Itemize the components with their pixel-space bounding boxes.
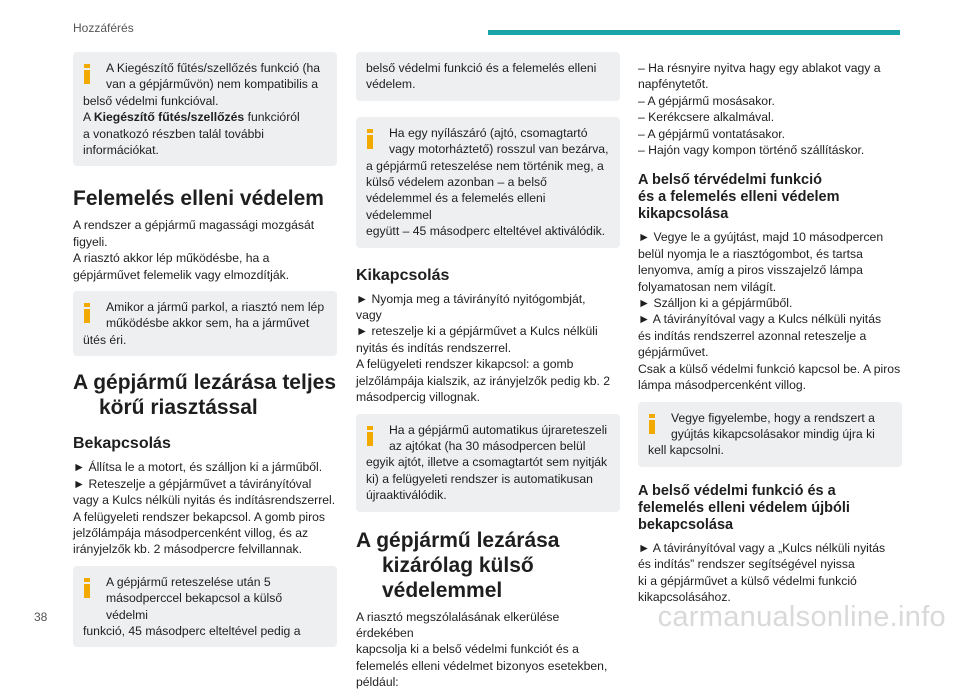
body-text: lámpa másodpercenként villog. xyxy=(638,378,807,393)
body-text: ki a gépjárművet a külső védelmi funkció xyxy=(638,573,857,588)
note-text: belső védelmi funkcióval. xyxy=(83,93,219,108)
body-text: kapcsolja ki a belső védelmi funkciót és a xyxy=(356,642,579,657)
note-text: a vonatkozó részben talál további xyxy=(83,126,264,141)
info-note xyxy=(73,566,337,648)
body-text: A riasztó akkor lép működésbe, ha a xyxy=(73,251,270,266)
note-text: vagy motorháztető) rosszul van bezárva, xyxy=(389,142,609,157)
note-text: együtt – 45 másodperc elteltével aktiválódik. xyxy=(366,224,606,239)
note-text: Amikor a jármű parkol, a riasztó nem lép xyxy=(106,300,325,315)
note-text: kell kapcsolni. xyxy=(648,443,724,458)
note-text: működésbe akkor sem, ha a járművet xyxy=(106,316,310,331)
body-text: folyamatosan nem világít. xyxy=(638,279,777,294)
body-text: és indítás rendszerrel azonnal reteszelje a xyxy=(638,328,867,343)
info-note xyxy=(73,291,337,356)
info-icon xyxy=(649,414,655,434)
body-text: jelzőlámpája kialszik, az irányjelzők pedig kb. 2 xyxy=(356,373,611,388)
list-item: – A gépjármű vontatásakor. xyxy=(638,126,786,141)
column-1 xyxy=(73,52,337,655)
subsection-heading: A belső térvédelmi funkció xyxy=(638,172,822,189)
list-item: – Hajón vagy kompon történő szállításkor. xyxy=(638,143,865,158)
note-text: belső védelmi funkció és a felemelés elleni xyxy=(366,61,597,75)
info-icon xyxy=(84,64,90,84)
note-text: gyújtás kikapcsolásakor mindig újra ki xyxy=(671,426,875,441)
note-text: a gépjármű reteszelése nem történik meg, a xyxy=(366,158,604,173)
subsection-heading: A belső védelmi funkció és a xyxy=(638,482,836,499)
body-text: lenyomva, amíg a piros visszajelző lámpa xyxy=(638,263,863,278)
body-text: A felügyeleti rendszer bekapcsol. A gomb piros xyxy=(73,509,326,524)
info-icon xyxy=(367,426,373,446)
body-text: ► A távirányítóval vagy a „Kulcs nélküli nyitás xyxy=(638,540,886,555)
body-text: irányjelzők kb. 2 másodpercre felvillannak. xyxy=(73,542,302,557)
info-note xyxy=(356,414,620,512)
body-text: Csak a külső védelmi funkció kapcsol be. A piros xyxy=(638,361,901,376)
note-text: információkat. xyxy=(83,143,159,158)
note-text: ütés éri. xyxy=(83,332,127,347)
list-item: – A gépjármű mosásakor. xyxy=(638,93,775,108)
section-heading: A gépjármű lezárása xyxy=(356,528,560,552)
note-text: újraaktiválódik. xyxy=(366,488,447,503)
info-note xyxy=(73,52,337,166)
note-text: külső védelem azonban – a belső xyxy=(366,175,547,190)
body-text: figyeli. xyxy=(73,234,108,249)
note-text: Ha egy nyílászáró (ajtó, csomagtartó xyxy=(389,125,588,140)
subsection-heading: Bekapcsolás xyxy=(73,435,171,453)
info-icon xyxy=(367,129,373,149)
note-text: funkció, 45 másodperc elteltével pedig a xyxy=(83,623,301,638)
body-text: ► A távirányítóval vagy a Kulcs nélküli nyitás xyxy=(638,312,882,327)
note-text: Ha a gépjármű automatikus újrareteszeli xyxy=(389,422,608,437)
section-heading: Felemelés elleni védelem xyxy=(73,187,324,211)
body-text: és indítás” rendszer segítségével nyissa xyxy=(638,557,855,572)
subsection-heading-cont: és a felemelés elleni védelem xyxy=(638,189,840,206)
header-accent-bar xyxy=(488,30,900,35)
list-item: – Ha résnyire nyitva hagy egy ablakot vagy a xyxy=(638,61,881,75)
body-text: A felügyeleti rendszer kikapcsol: a gomb xyxy=(356,357,574,372)
info-icon xyxy=(84,303,90,323)
list-item: napfénytetőt. xyxy=(638,77,709,92)
body-text: ► Nyomja meg a távirányító nyitógombját, xyxy=(356,291,586,306)
note-text: A gépjármű reteszelése után 5 xyxy=(106,574,271,589)
section-header-title: Hozzáférés xyxy=(73,21,134,35)
note-text: védelemmel és a felemelés elleni védelemmel xyxy=(366,191,546,222)
note-text: A Kiegészítő fűtés/szellőzés funkcióról xyxy=(83,110,300,125)
note-text: az ajtókat (ha 30 másodpercen belül xyxy=(389,438,586,453)
body-text: vagy xyxy=(356,308,382,323)
section-heading: A gépjármű lezárása teljes xyxy=(73,371,337,395)
subsection-heading-cont: felemelés elleni védelem újbóli xyxy=(638,499,850,516)
info-note xyxy=(638,402,902,467)
info-note xyxy=(356,117,620,248)
note-text: Vegye figyelembe, hogy a rendszert a xyxy=(671,410,875,425)
body-text: ► Reteszelje a gépjárművet a távirányítóval xyxy=(73,476,312,491)
note-text: ki) a felügyeleti rendszer is automatikusan xyxy=(366,471,593,486)
body-text: ► Szálljon ki a gépjárműből. xyxy=(638,296,793,311)
body-text: belül nyomja le a riasztógombot, és tartsa xyxy=(638,246,863,261)
body-text: vagy a Kulcs nélküli nyitás és indításrendszerrel. xyxy=(73,493,336,508)
body-text: felemelés elleni védelmet bizonyos esetekben, xyxy=(356,658,608,673)
list-item: – Kerékcsere alkalmával. xyxy=(638,110,775,125)
info-note-continued xyxy=(356,52,620,101)
body-text: ► reteszelje ki a gépjárművet a Kulcs nélküli xyxy=(356,324,598,339)
column-2 xyxy=(356,52,620,691)
page-number: 38 xyxy=(34,610,48,624)
section-heading-cont: kizárólag külső védelemmel xyxy=(382,553,534,602)
body-text: például: xyxy=(356,675,399,690)
info-icon xyxy=(84,578,90,598)
body-text: jelzőlámpája másodpercenként villog, és az xyxy=(73,525,309,540)
body-text: ► Vegye le a gyújtást, majd 10 másodpercen xyxy=(638,230,884,245)
body-text: A rendszer a gépjármű magassági mozgását xyxy=(73,218,315,233)
body-text: ► Állítsa le a motort, és szálljon ki a járműből. xyxy=(73,460,323,475)
body-text: kikapcsolásához. xyxy=(638,589,731,604)
note-text: másodperccel bekapcsol a külső védelmi xyxy=(106,591,283,622)
subsection-heading-cont: bekapcsolása xyxy=(638,516,734,533)
section-heading-cont: körű riasztással xyxy=(99,396,258,420)
subsection-heading: Kikapcsolás xyxy=(356,266,450,284)
column-3 xyxy=(638,52,902,605)
body-text: A riasztó megszólalásának elkerülése érdekében xyxy=(356,609,560,640)
subsection-heading-cont: kikapcsolása xyxy=(638,206,729,223)
body-text: gépjárművet. xyxy=(638,345,709,360)
body-text: nyitás és indítás rendszerrel. xyxy=(356,340,512,355)
body-text: gépjárművet felemelik vagy elmozdítják. xyxy=(73,267,290,282)
note-text: A Kiegészítő fűtés/szellőzés funkció (ha xyxy=(106,61,321,75)
watermark: carmanualsonline.info xyxy=(657,601,946,633)
note-text: egyik ajtót, illetve a csomagtartót sem nyitják xyxy=(366,455,608,470)
note-text: védelem. xyxy=(366,77,416,92)
body-text: másodpercig villognak. xyxy=(356,390,480,405)
note-text: van a gépjárművön) nem kompatibilis a xyxy=(106,77,319,92)
